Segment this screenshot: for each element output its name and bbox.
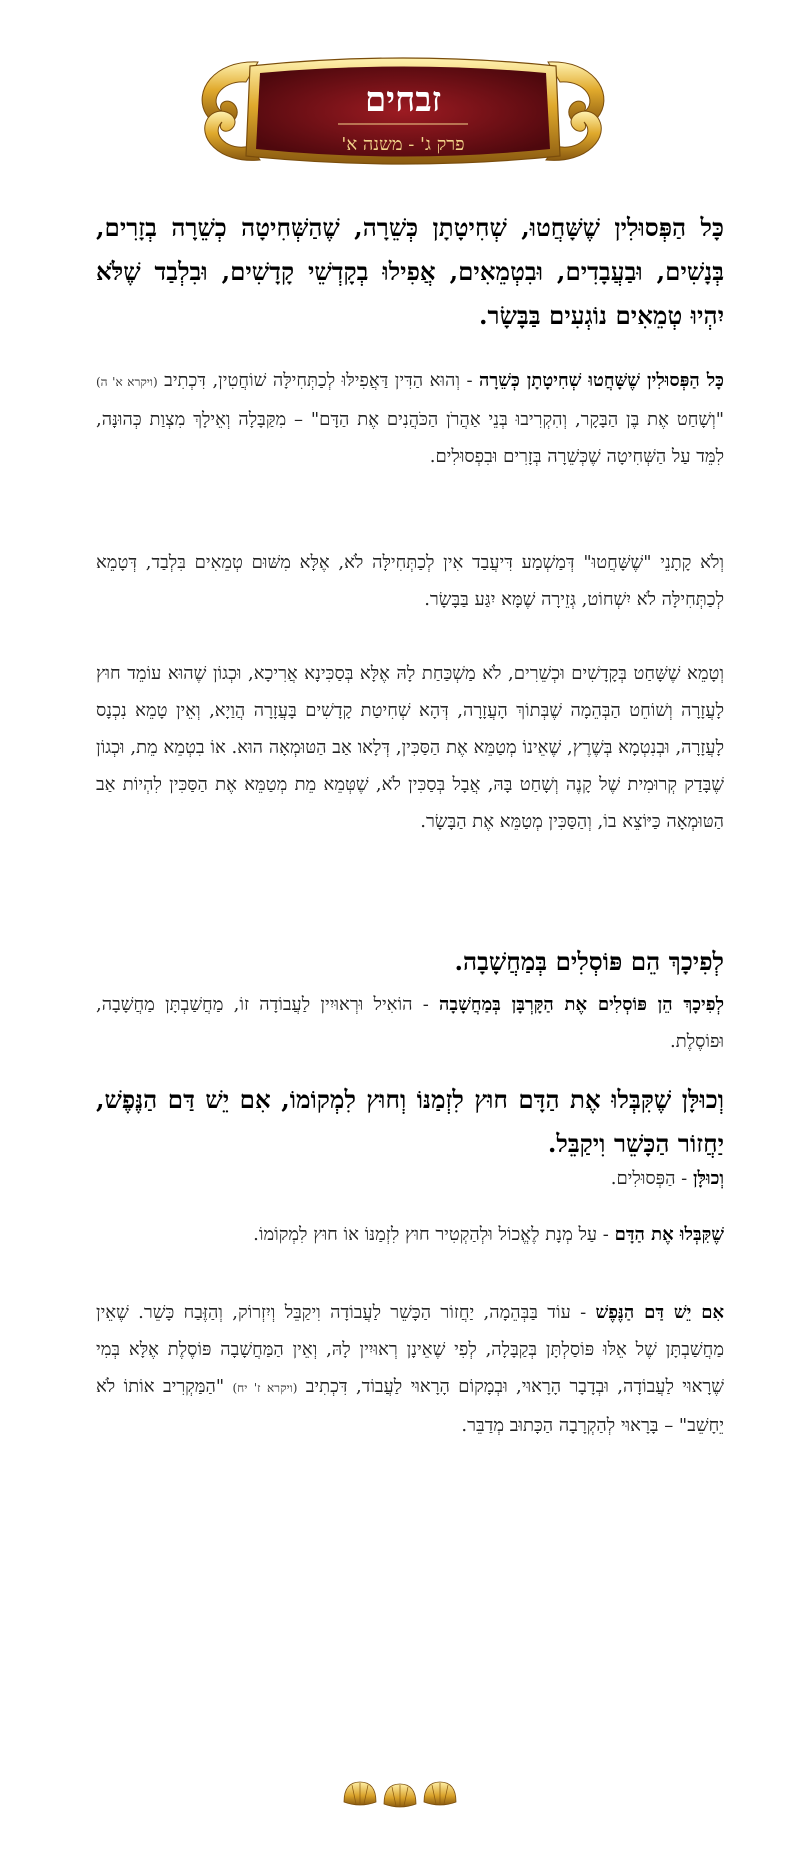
commentary-paragraph bbox=[96, 1216, 754, 1253]
mishna-text-1: כָּל הַפְּסוּלִין שֶׁשָּׁחֲטוּ, שְׁחִיטָתָן כְּשֵׁרָה, שֶׁהַשְּׁחִיטָה כְשֵׁרָה בְזָרִים, בְּנָשִׁים, וּבַעֲבָדִים, וּבִטְמֵאִים, אֲפִילוּ בְקָדְשֵׁי קָדָשִׁים, וּבִלְבַד שֶׁלֹּא יִהְיוּ טְמֵאִים נוֹגְעִים בַּבָּשָׂר. bbox=[96, 213, 724, 330]
commentary-paragraph bbox=[96, 362, 754, 475]
title-banner bbox=[188, 52, 618, 170]
commentary-lead: וְכוּלָּן bbox=[692, 1168, 724, 1189]
commentary-text: - וְהוּא הַדִּין דַּאֲפִילּוּ לְכַתְּחִילָּה שׁוֹחֲטִין, דִּכְתִיב bbox=[157, 370, 480, 391]
chapter-mishna-label: פרק ג' - משנה א' bbox=[341, 134, 465, 155]
mishna-text-2: לְפִיכָךְ הֵם פּוֹסְלִים בְּמַחֲשָׁבָה. bbox=[454, 947, 724, 976]
mishna-text-3: וְכוּלָּן שֶׁקִּבְּלוּ אֶת הַדָּם חוּץ לִזְמַנּוֹ וְחוּץ לִמְקוֹמוֹ, אִם יֵשׁ דַּם הַנֶּפֶשׁ, יַחֲזוֹר הַכָּשֵׁר וִיקַבֵּל. bbox=[96, 1085, 724, 1158]
verse-citation: (ויקרא ז' יח) bbox=[232, 1381, 298, 1395]
commentary-lead: לְפִיכָךְ הֵן פּוֹסְלִים אֶת הַקָּרְבָּן בְּמַחֲשָׁבָה bbox=[439, 994, 724, 1015]
commentary-text: וְטָמֵא שֶׁשָּׁחַט בְּקָדָשִׁים וּכְשֵׁרִים, לֹא מַשְׁכַּחַת לָהּ אֶלָּא בְּסַכִּינָא אֲרִיכָא, וּכְגוֹן שֶׁהוּא עוֹמֵד חוּץ לָעֲזָרָה וְשׁוֹחֵט הַבְּהֵמָה שֶׁבְּתוֹךְ הָעֲזָרָה, דְּהָא שְׁחִיטַת קָדָשִׁים בָּעֲזָרָה הֲוַיָא, וְאֵין טָמֵא נִכְנָס לָעֲזָרָה, וּבְנִטְמָא בְּשֶׁרֶץ, שֶׁאֵינוֹ מְטַמֵּא אֶת הַסַּכִּין, דְּלָאו אַב הַטּוּמְאָה הוּא. אוֹ בִטְמֵא מֵת, וּכְגוֹן שֶׁבָּדַק קְרוּמִית שֶׁל קָנֶה וְשָׁחַט בָּהּ, אֲבָל בְּסַכִּין לֹא, שֶׁטְּמֵא מֵת מְטַמֵּא אֶת הַסַּכִּין לִהְיוֹת אַב הַטּוּמְאָה כַּיּוֹצֵא בוֹ, וְהַסַּכִּין מְטַמֵּא אֶת הַבָּשָׂר. bbox=[96, 663, 724, 832]
tractate-title: זבחים bbox=[364, 80, 442, 120]
commentary-paragraph bbox=[96, 1160, 754, 1197]
commentary-paragraph bbox=[96, 655, 754, 840]
commentary-text: וְלֹא קָתָנֵי "שֶׁשָּׁחֲטוּ" דְּמַשְׁמַע דִּיעֲבַד אִין לְכַתְּחִילָּה לֹא, אֶלָּא מִשּׁוּם טְמֵאִים בִּלְבַד, דְּטָמֵא לְכַתְּחִילָּה לֹא יִשְׁחוֹט, גְּזֵירָה שֶׁמָּא יִגַּע בַּבָּשָׂר. bbox=[96, 552, 724, 610]
commentary-text: - עוֹד בַּבְּהֵמָה, יַחֲזוֹר הַכָּשֵׁר לַעֲבוֹדָה וִיקַבֵּל וְיִזְרוֹק, וְהַזֶּבַח כָּשֵׁר. שֶׁאֵין מַחֲשַׁבְתָּן שֶׁל אֵלּוּ פּוֹסַלְתָּן בְּקַבָּלָה, לְפִי שֶׁאֵינָן רְאוּיִין לָהּ, וְאֵין הַמַּחֲשָׁבָה פּוֹסֶלֶת אֶלָּא בְּמִי שֶׁרָאוּי לַעֲבוֹדָה, וּבְדָבָר הָרָאוּי, וּבְמָקוֹם הָרָאוּי לַעֲבוֹד, דִּכְתִיב bbox=[96, 1302, 724, 1397]
commentary-text: - הוֹאִיל וּרְאוּיִין לַעֲבוֹדָה זוֹ, מַחֲשַׁבְתָּן מַחֲשָׁבָה, וּפוֹסֶלֶת. bbox=[96, 994, 724, 1052]
commentary-text: "וְשָׁחַט אֶת בֶּן הַבָּקָר, וְהִקְרִיבוּ בְּנֵי אַהֲרֹן הַכֹּהֲנִים אֶת הַדָּם" – מִקַּבָּלָה וְאֵילָךְ מִצְוַת כְּהוּנָּה, לִמֵּד עַל הַשְּׁחִיטָה שֶׁכְּשֵׁרָה בְּזָרִים וּבִפְסוּלִים. bbox=[96, 409, 724, 467]
commentary-paragraph bbox=[96, 544, 754, 618]
commentary-text: "הַמַּקְרִיב אוֹתוֹ לֹא יֵחָשֵׁב" – בָּרָאוּי לְהַקְרָבָה הַכָּתוּב מְדַבֵּר. bbox=[96, 1376, 724, 1436]
commentary-paragraph bbox=[96, 1294, 754, 1444]
commentary-text: - עַל מְנָת לֶאֱכוֹל וּלְהַקְטִיר חוּץ לִזְמַנּוֹ אוֹ חוּץ לִמְקוֹמוֹ. bbox=[253, 1224, 615, 1245]
commentary-lead: שֶׁקִּבְּלוּ אֶת הַדָּם bbox=[614, 1224, 724, 1245]
shell-ornament-icon bbox=[340, 1778, 460, 1810]
banner-text bbox=[188, 52, 618, 170]
commentary-lead: אִם יֵשׁ דַּם הַנֶּפֶשׁ bbox=[595, 1302, 724, 1323]
commentary-paragraph bbox=[96, 986, 754, 1060]
commentary-lead: כָּל הַפְּסוּלִין שֶׁשָּׁחֲטוּ שְׁחִיטָתָן כְּשֵׁרָה bbox=[479, 370, 724, 391]
commentary-text: - הַפְּסוּלִים. bbox=[610, 1168, 693, 1189]
verse-citation: (ויקרא א' ה) bbox=[96, 375, 158, 389]
